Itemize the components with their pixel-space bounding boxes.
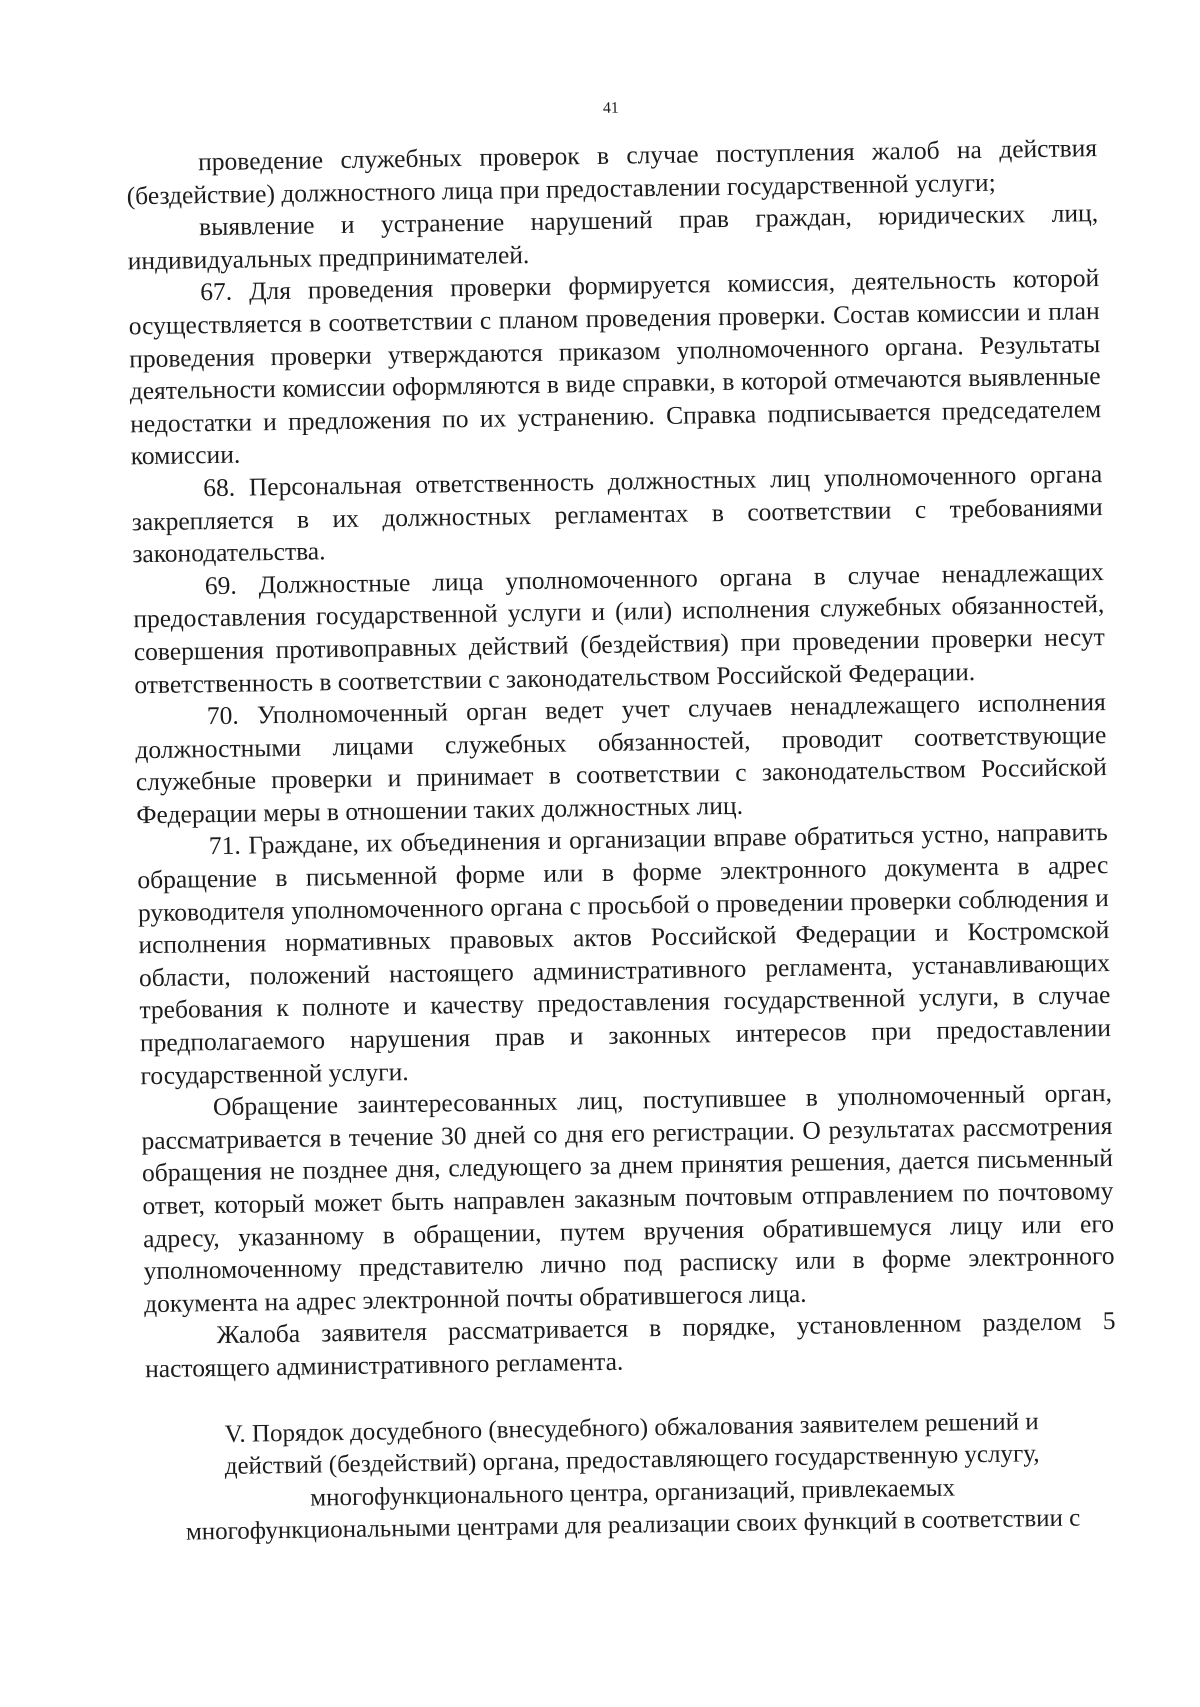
paragraph-complaint: Жалоба заявителя рассматривается в порядке, установленном разделом 5 настоящего административного регламента. — [144, 1306, 1116, 1384]
page-number: 41 — [602, 99, 619, 117]
section-heading-line: многофункциональными центрами для реализации своих функций в соответствии с — [185, 1504, 1081, 1546]
paragraph-67: 67. Для проведения проверки формируется комиссия, деятельность которой осуществляется в соответствии с планом проведения проверки. Состав комиссии и план проведения проверки утверждаются приказом уполномоченного органа. Результаты деятельности комиссии оформляются в виде справки, в которой отмечаются выявленные недостатки и предложения по их устранению. Справка подписывается председателем комиссии. — [128, 263, 1102, 471]
paragraph-violations: выявление и устранение нарушений прав граждан, юридических лиц, индивидуальных предпринимателей. — [127, 198, 1099, 276]
paragraph-71: 71. Граждане, их объединения и организации вправе обратиться устно, направить обращение в письменной форме или в форме электронного документа в адрес руководителя уполномоченного органа с просьбой о проведении проверки соблюдения и исполнения нормативных правовых актов Российской Федерации и Костромской области, положений настоящего административного регламента, устанавливающих требования к полноте и качеству предоставления государственной услуги, в случае предполагаемого нарушения прав и законных интересов при предоставлении государственной услуги. — [137, 817, 1112, 1090]
section-heading-line: действий (бездействий) органа, предоставляющего государственную услугу, — [224, 1440, 1040, 1481]
paragraph-appeal-review: Обращение заинтересованных лиц, поступившее в уполномоченный орган, рассматривается в течение 30 дней со дня его регистрации. О результатах рассмотрения обращения не позднее дня, следующего за днем принятия решения, дается письменный ответ, который может быть направлен заказным почтовым отправлением по почтовому адресу, указанному в обращении, путем вручения обратившемуся лицу или его уполномоченному представителю лично под расписку или в форме электронного документа на адрес электронной почты обратившегося лица. — [141, 1078, 1115, 1318]
section-heading — [146, 1405, 1119, 1551]
paragraph-official-checks: проведение служебных проверок в случае поступления жалоб на действия (бездействие) должностного лица при предоставлении государственной услуги; — [126, 133, 1098, 210]
section-heading-line: V. Порядок досудебного (внесудебного) обжалования заявителем решений и — [224, 1407, 1039, 1448]
paragraph-68: 68. Персональная ответственность должностных лиц уполномоченного органа закрепляется в их должностных регламентах в соответствии с требованиями законодательства. — [131, 459, 1103, 569]
paragraph-70: 70. Уполномоченный орган ведет учет случаев ненадлежащего исполнения должностными лицами служебных обязанностей, проводит соответствующие служебные проверки и принимает в соответствии с законодательством Российской Федерации меры в отношении таких должностных лиц. — [135, 687, 1107, 830]
paragraph-69: 69. Должностные лица уполномоченного органа в случае ненадлежащих предоставления государственной услуги и (или) исполнения служебных обязанностей, совершения противоправных действий (бездействия) при проведении проверки несут ответственность в соответствии с законодательством Российской Федерации. — [133, 556, 1105, 699]
section-heading-line: многофункционального центра, организаций, привлекаемых — [310, 1474, 956, 1512]
